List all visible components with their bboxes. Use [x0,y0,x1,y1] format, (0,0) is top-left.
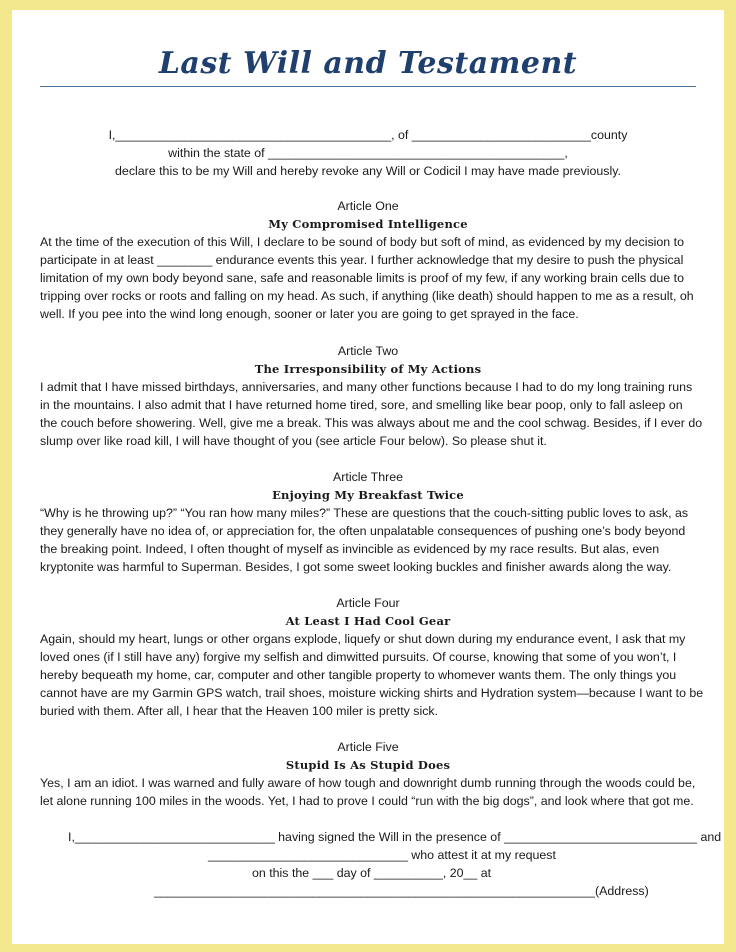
article-title: My Compromised Intelligence [268,217,468,231]
body-line: Again, should my heart, lungs or other organs explode, liquefy or shut down during my endurance event, I ask that my [40,632,686,646]
signature-line-1: I,_____________________________ having signed the Will in the presence of ____________________________ and [68,830,722,844]
body-line: Yes, I am an idiot. I was warned and fully aware of how tough and downright dumb running through the woods could be, [40,776,696,790]
signature-line-3: on this the ___ day of __________, 20__ at [252,866,492,880]
article-one [40,197,696,323]
article-title: Enjoying My Breakfast Twice [272,488,464,502]
body-line: I admit that I have missed birthdays, anniversaries, and many other functions because I had to do my long training runs [40,380,693,394]
body-line: in the mountains. I also admit that I have returned home tired, sore, and smelling like bear poop, only to fall asleep on [40,398,683,412]
article-body [40,378,703,450]
body-line: loved ones (if I still have any) forgive my selfish and dimwitted pursuits. Of course, knowing that some of you won’t, I [40,650,677,664]
will-page [12,10,724,944]
signature-line-2: _____________________________ who attest it at my request [208,848,556,862]
article-body [40,774,696,810]
body-line: At the time of the execution of this Will, I declare to be sound of body but soft of mind, as evidenced by my decision to [40,235,684,249]
article-body [40,233,696,323]
body-line: well. If you pee into the wind long enough, sooner or later you are going to get sprayed in the face. [40,307,579,321]
body-line: hereby bequeath my home, car, computer and other tangible property to whomever wants them. The only things you [40,668,677,682]
title-underline [40,86,696,87]
body-line: “Why is he throwing up?” “You ran how many miles?” These are questions that the couch-sitting public loves to ask, as [40,506,689,520]
article-body [40,630,704,720]
article-two [40,342,703,450]
article-body [40,504,696,576]
article-five [40,738,696,810]
signature-line-4: ________________________________________________________________(Address) [154,884,649,898]
article-label: Article Three [332,470,403,484]
article-three [40,468,696,576]
body-line: slump over like road kill, I will have thought of you (see article Four below). So please shut it. [40,434,547,448]
intro-line-2: within the state of ___________________________________________, [168,146,568,160]
body-line: cannot have are my Garmin GPS watch, trail shoes, moisture wicking shirts and Hydration system—because I want to be [40,686,704,700]
intro-line-3: declare this to be my Will and hereby revoke any Will or Codicil I may have made previously. [115,164,621,178]
body-line: the breaking point. Indeed, I often thought of myself as invincible as evidenced by my race results. But alas, even [40,542,660,556]
body-line: let alone running 100 miles in the woods. Yet, I had to prove I could “run with the big dogs”, and look where that got me. [40,794,694,808]
article-label: Article Four [336,596,400,610]
body-line: participate in at least ________ endurance events this year. I further acknowledge that my desire to push the physical [40,253,684,267]
document-title: Last Will and Testament [158,46,578,81]
article-label: Article Two [337,344,399,358]
article-four [40,594,704,720]
article-label: Article One [337,199,399,213]
article-title: The Irresponsibility of My Actions [254,362,482,376]
body-line: they generally have no idea of, or appreciation for, the often unpalatable consequences of pushing one’s body beyond [40,524,686,538]
article-title: At Least I Had Cool Gear [285,614,451,628]
intro-line-1: I,________________________________________, of __________________________county [108,128,628,142]
body-line: kryptonite was harmful to Superman. Besides, I got some sweet looking buckles and finisher awards along the way. [40,560,672,574]
body-line: buried with them. After all, I hear that the Heaven 100 miler is pretty sick. [40,704,439,718]
body-line: tripping over rocks or roots and falling on my head. As such, if anything (like death) should happen to me as a result, oh [40,289,694,303]
article-label: Article Five [337,740,399,754]
body-line: the couch before showering. Well, give me a break. This was always about me and the cool schwag. Besides, if I ever do [40,416,703,430]
article-title: Stupid Is As Stupid Does [285,758,451,772]
body-line: limitation of my own body beyond sane, safe and reasonable limits is proof of my few, if any working brain cells due to [40,271,684,285]
